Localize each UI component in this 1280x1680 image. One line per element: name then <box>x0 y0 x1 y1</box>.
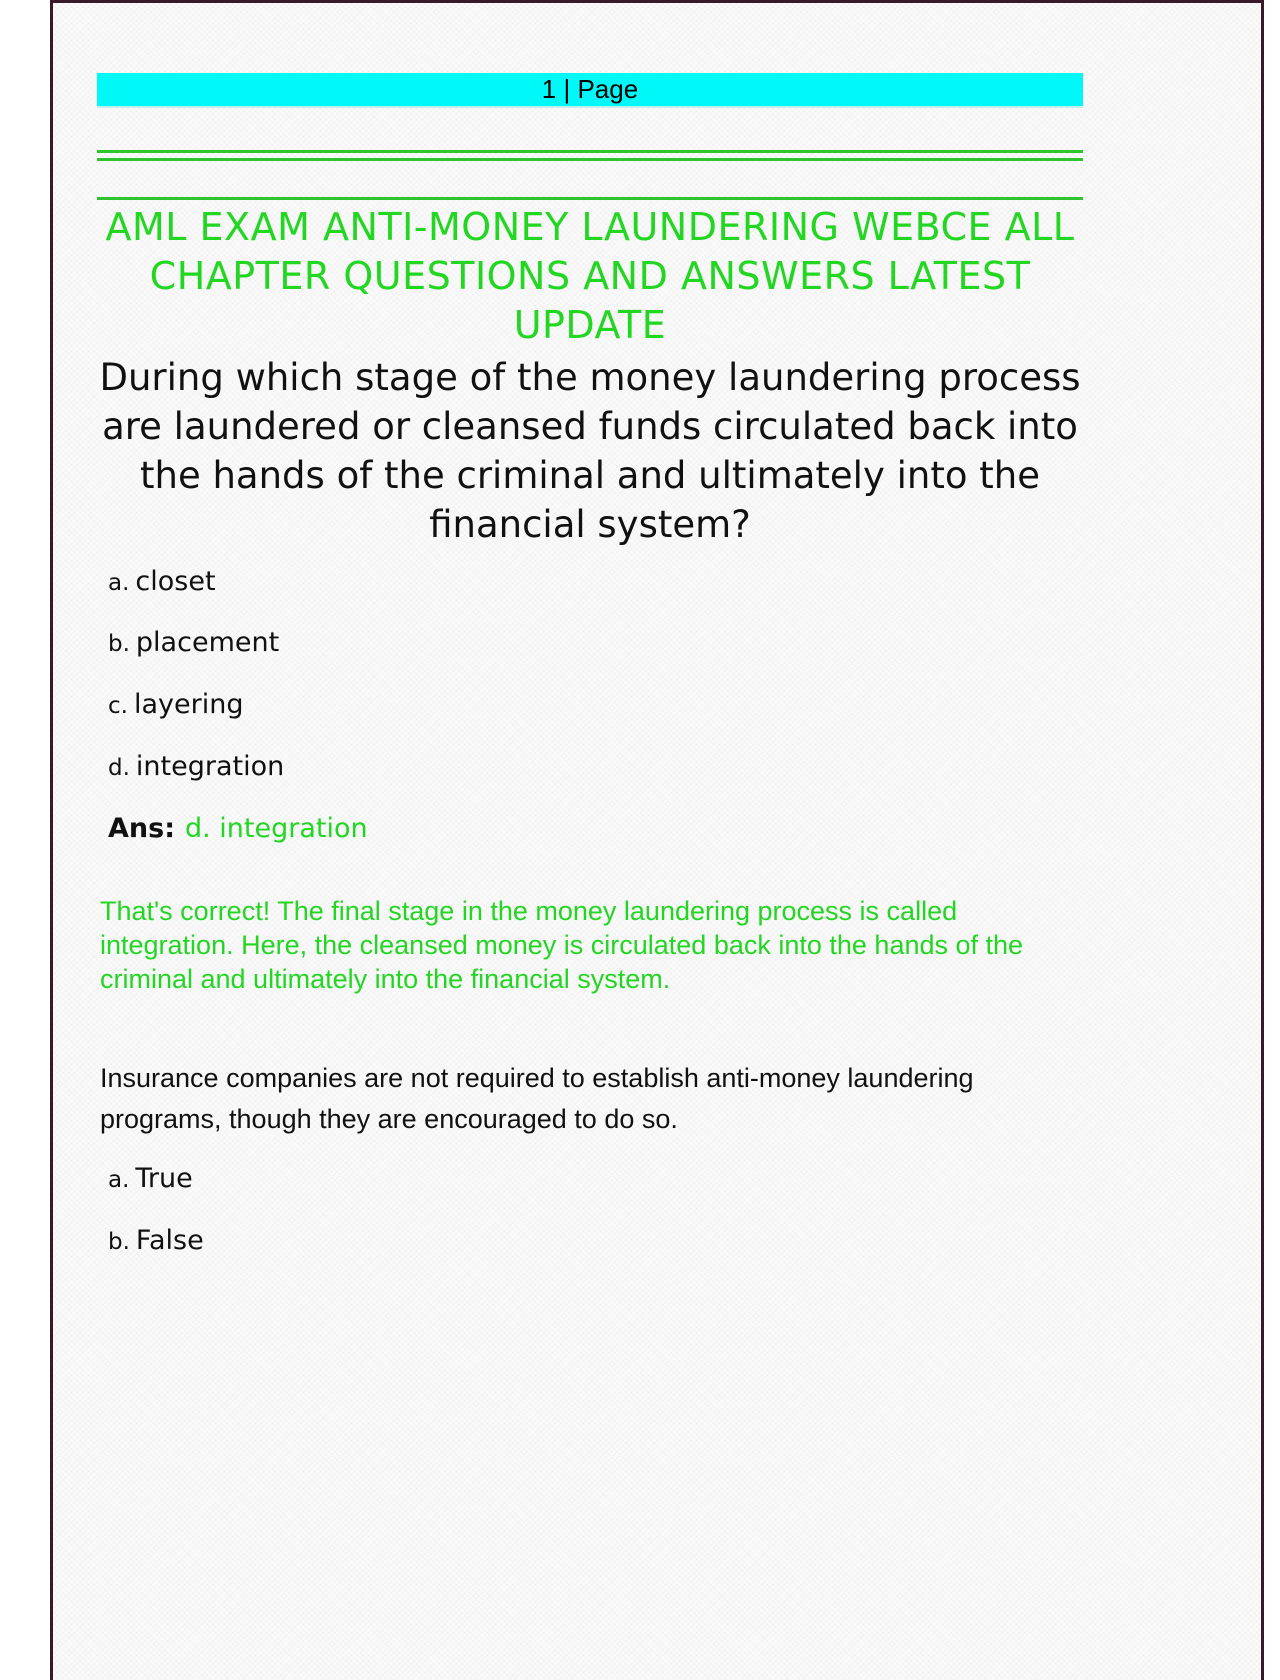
option-text: closet <box>135 566 216 597</box>
option-letter: b. <box>108 631 130 657</box>
page-header-bar <box>97 73 1083 108</box>
option-text: True <box>135 1163 193 1194</box>
option-letter: b. <box>108 1229 130 1255</box>
divider-line <box>97 197 1083 200</box>
divider-line <box>97 158 1083 161</box>
option-letter: a. <box>108 1167 130 1193</box>
question-2-option-b <box>108 1225 204 1256</box>
option-text: integration <box>135 751 285 782</box>
option-letter: a. <box>108 570 130 596</box>
question-2-option-a <box>108 1163 193 1194</box>
divider-line <box>97 150 1083 153</box>
answer-label: Ans: <box>108 813 175 844</box>
option-text: placement <box>135 627 280 658</box>
option-text: False <box>135 1225 204 1256</box>
option-text: layering <box>133 689 244 720</box>
question-2-text: Insurance companies are not required to establish anti-money laundering programs, though they are encouraged to do so. <box>100 1063 974 1134</box>
answer-value: d. integration <box>185 813 368 844</box>
option-letter: d. <box>108 755 130 781</box>
question-1-answer <box>108 813 368 844</box>
document-title: AML EXAM ANTI-MONEY LAUNDERING WEBCE ALL CHAPTER QUESTIONS AND ANSWERS LATEST UPDATE <box>105 205 1075 347</box>
question-1-option-a <box>108 566 216 597</box>
option-letter: c. <box>108 693 128 719</box>
question-1-text: During which stage of the money laundering process are laundered or cleansed funds circulated back into the hands of the criminal and ultimately into the financial system? <box>99 356 1081 546</box>
question-1-option-d <box>108 751 284 782</box>
question-1-option-c <box>108 689 243 720</box>
question-1-explanation: That's correct! The final stage in the money laundering process is called integration. Here, the cleansed money is circulated back into the hands of the criminal and ultimately into the financial system. <box>100 896 1024 994</box>
page-number-label: 1 | Page <box>541 74 639 104</box>
question-1-option-b <box>108 627 279 658</box>
